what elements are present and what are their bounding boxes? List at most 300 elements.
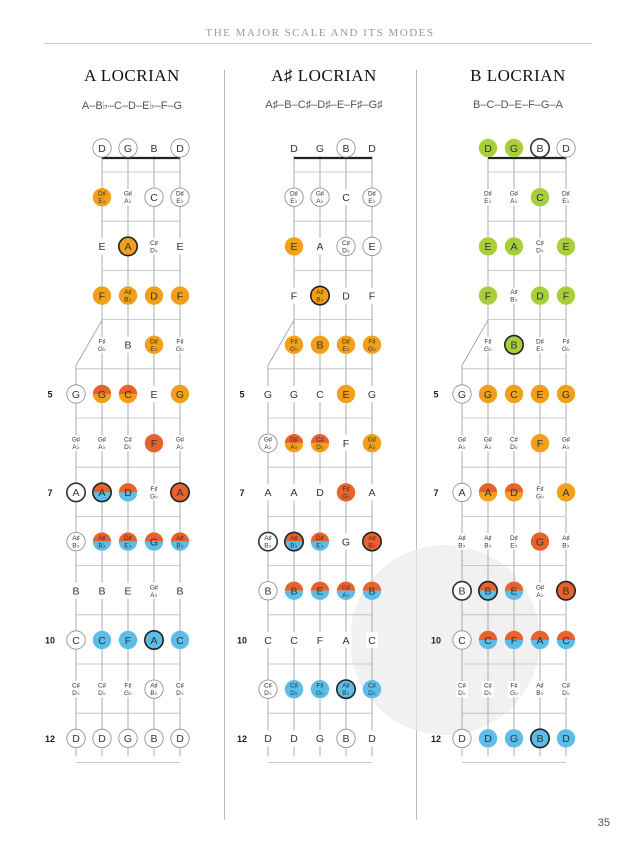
fret-number: 5 — [47, 389, 53, 400]
svg-text:A: A — [150, 634, 158, 647]
svg-text:C: C — [72, 634, 80, 647]
note-marker — [67, 729, 85, 747]
note-marker — [363, 680, 381, 698]
svg-text:D: D — [290, 733, 298, 746]
note-marker — [145, 680, 163, 698]
svg-text:E♭: E♭ — [368, 198, 376, 206]
svg-text:E: E — [484, 241, 492, 254]
note-marker — [288, 484, 300, 500]
svg-text:C: C — [368, 634, 376, 647]
svg-text:B: B — [510, 339, 518, 352]
svg-text:C♯: C♯ — [368, 682, 376, 690]
panel-scale-notes: A♯–B–C♯–D♯–E–F♯–G♯ — [265, 99, 383, 111]
svg-text:G: G — [71, 388, 81, 401]
svg-text:C: C — [510, 388, 518, 401]
svg-text:C♯: C♯ — [264, 682, 272, 690]
svg-text:C: C — [562, 634, 570, 647]
svg-text:E: E — [176, 241, 184, 254]
svg-text:D: D — [264, 733, 272, 746]
svg-text:F♯: F♯ — [150, 485, 158, 493]
svg-text:F: F — [510, 634, 518, 647]
svg-text:A♯: A♯ — [290, 535, 298, 543]
note-marker — [340, 288, 352, 304]
svg-text:F♯: F♯ — [536, 485, 544, 493]
note-marker — [560, 189, 572, 205]
svg-text:G♯: G♯ — [175, 436, 185, 444]
note-marker — [363, 237, 381, 255]
svg-text:A: A — [368, 487, 376, 500]
panel-b-locrian — [418, 0, 618, 853]
note-marker — [174, 681, 186, 697]
note-marker — [171, 729, 189, 747]
note-marker — [262, 484, 274, 500]
svg-text:A♭: A♭ — [290, 444, 298, 452]
svg-text:D♭: D♭ — [316, 444, 324, 452]
svg-text:E♭: E♭ — [342, 345, 350, 353]
note-marker — [259, 582, 277, 600]
svg-text:D♭: D♭ — [150, 247, 158, 255]
svg-text:D♯: D♯ — [124, 535, 132, 543]
svg-text:D: D — [342, 290, 350, 303]
svg-text:D♭: D♭ — [562, 690, 570, 698]
note-marker — [70, 681, 82, 697]
note-marker — [174, 238, 186, 254]
note-marker — [311, 336, 329, 354]
note-marker — [557, 237, 575, 255]
note-marker — [122, 583, 134, 599]
svg-text:G♭: G♭ — [315, 690, 325, 698]
svg-text:D: D — [484, 142, 492, 155]
svg-text:B: B — [264, 585, 272, 598]
note-marker — [122, 337, 134, 353]
svg-text:B: B — [150, 142, 158, 155]
svg-text:C: C — [124, 388, 132, 401]
note-marker — [119, 729, 137, 747]
note-marker — [93, 532, 111, 550]
svg-text:C: C — [316, 388, 324, 401]
note-marker — [314, 238, 326, 254]
note-marker — [93, 483, 111, 501]
note-marker — [145, 434, 163, 452]
svg-text:A♭: A♭ — [536, 591, 544, 599]
note-marker — [285, 582, 303, 600]
svg-text:G♯: G♯ — [123, 190, 133, 198]
svg-text:D♯: D♯ — [98, 190, 106, 198]
note-marker — [119, 532, 137, 550]
svg-text:A♯: A♯ — [176, 535, 184, 543]
note-marker — [70, 583, 82, 599]
svg-text:B: B — [536, 142, 544, 155]
svg-text:G♯: G♯ — [561, 436, 571, 444]
svg-text:F♯: F♯ — [316, 682, 324, 690]
svg-text:E: E — [290, 241, 298, 254]
svg-text:C♯: C♯ — [124, 436, 132, 444]
svg-text:C♯: C♯ — [458, 682, 466, 690]
note-marker — [285, 188, 303, 206]
note-marker — [363, 336, 381, 354]
svg-text:B♭: B♭ — [72, 542, 80, 550]
note-marker — [505, 336, 523, 354]
note-marker — [479, 237, 497, 255]
note-marker — [93, 286, 111, 304]
note-marker — [174, 583, 186, 599]
note-marker — [67, 532, 85, 550]
svg-text:F: F — [150, 438, 158, 450]
svg-text:G♭: G♭ — [149, 493, 159, 501]
fret-number: 12 — [236, 733, 248, 744]
svg-text:F: F — [536, 438, 544, 450]
svg-text:B♭: B♭ — [316, 296, 324, 304]
note-marker — [93, 188, 111, 206]
svg-text:G: G — [341, 536, 351, 549]
svg-text:G: G — [315, 142, 325, 155]
svg-text:A♯: A♯ — [150, 682, 158, 690]
svg-text:G♭: G♭ — [175, 345, 185, 353]
svg-text:B: B — [484, 585, 492, 598]
note-marker — [67, 631, 85, 649]
svg-text:A♭: A♭ — [368, 444, 376, 452]
svg-text:G: G — [509, 142, 519, 155]
note-marker — [479, 631, 497, 649]
note-marker — [314, 632, 326, 648]
note-marker — [340, 632, 352, 648]
svg-text:A: A — [316, 241, 324, 254]
note-marker — [531, 188, 549, 206]
note-marker — [96, 681, 108, 697]
note-marker — [456, 435, 468, 451]
svg-text:E: E — [510, 585, 518, 598]
svg-text:G: G — [535, 536, 545, 549]
svg-text:C: C — [342, 192, 350, 204]
note-marker — [145, 188, 163, 206]
svg-text:C♯: C♯ — [72, 682, 80, 690]
svg-text:A♯: A♯ — [98, 535, 106, 543]
svg-text:D: D — [98, 142, 106, 155]
svg-text:G♭: G♭ — [535, 493, 545, 501]
svg-text:C♯: C♯ — [510, 436, 518, 444]
note-marker — [363, 582, 381, 600]
svg-text:D: D — [562, 142, 570, 155]
svg-text:D: D — [98, 733, 106, 746]
svg-text:B♭: B♭ — [264, 542, 272, 550]
svg-text:B: B — [98, 585, 106, 598]
note-marker — [288, 730, 300, 746]
svg-text:C♯: C♯ — [290, 682, 298, 690]
svg-text:C: C — [536, 192, 544, 204]
note-marker — [557, 483, 575, 501]
svg-text:G♯: G♯ — [535, 584, 545, 592]
svg-text:F♯: F♯ — [368, 338, 376, 346]
svg-text:A♯: A♯ — [458, 535, 466, 543]
note-marker — [479, 139, 497, 157]
note-marker — [557, 729, 575, 747]
svg-text:C: C — [458, 634, 466, 647]
svg-text:D: D — [368, 142, 376, 155]
note-marker — [67, 483, 85, 501]
svg-text:G: G — [175, 388, 185, 401]
svg-text:E♭: E♭ — [290, 198, 298, 206]
svg-text:F♯: F♯ — [124, 682, 132, 690]
note-marker — [505, 631, 523, 649]
svg-text:G♭: G♭ — [483, 345, 493, 353]
note-marker — [479, 729, 497, 747]
fret-number: 7 — [239, 487, 245, 498]
note-marker — [557, 631, 575, 649]
svg-text:B♭: B♭ — [176, 542, 184, 550]
svg-text:F: F — [316, 634, 324, 647]
note-marker — [505, 582, 523, 600]
svg-text:C♯: C♯ — [176, 682, 184, 690]
svg-text:D: D — [290, 142, 298, 155]
svg-text:A: A — [264, 487, 272, 500]
svg-text:B: B — [316, 339, 324, 352]
note-marker — [174, 337, 186, 353]
note-marker — [122, 189, 134, 205]
svg-text:C♯: C♯ — [562, 682, 570, 690]
svg-text:D♯: D♯ — [368, 190, 376, 198]
note-marker — [148, 583, 160, 599]
note-marker — [366, 386, 378, 402]
note-marker — [288, 288, 300, 304]
note-marker — [145, 729, 163, 747]
note-marker — [145, 336, 163, 354]
svg-text:B♭: B♭ — [124, 296, 132, 304]
note-marker — [314, 386, 326, 402]
svg-text:D♯: D♯ — [484, 190, 492, 198]
svg-text:A♯: A♯ — [536, 682, 544, 690]
svg-text:A: A — [98, 487, 106, 500]
note-marker — [171, 532, 189, 550]
svg-text:A♯: A♯ — [316, 289, 324, 297]
svg-text:B: B — [342, 142, 350, 155]
svg-text:D♯: D♯ — [562, 190, 570, 198]
svg-text:A♭: A♭ — [342, 591, 350, 599]
svg-text:F♯: F♯ — [98, 338, 106, 346]
svg-text:B♭: B♭ — [98, 542, 106, 550]
note-marker — [531, 532, 549, 550]
note-marker — [119, 237, 137, 255]
note-marker — [285, 532, 303, 550]
svg-text:G: G — [289, 388, 299, 401]
svg-text:C♯: C♯ — [316, 436, 324, 444]
svg-text:A: A — [484, 487, 492, 500]
svg-text:G: G — [483, 388, 493, 401]
note-marker — [531, 434, 549, 452]
fret-number: 7 — [47, 487, 53, 498]
note-marker — [119, 385, 137, 403]
svg-text:F♯: F♯ — [484, 338, 492, 346]
note-marker — [285, 237, 303, 255]
note-marker — [119, 483, 137, 501]
svg-text:F: F — [290, 290, 298, 303]
note-marker — [505, 483, 523, 501]
svg-text:C♯: C♯ — [150, 239, 158, 247]
note-marker — [96, 238, 108, 254]
panel-title: B LOCRIAN — [470, 66, 566, 85]
svg-text:A: A — [176, 487, 184, 500]
note-marker — [122, 681, 134, 697]
panel-a-sharp-locrian — [224, 0, 424, 853]
svg-text:G♯: G♯ — [149, 584, 159, 592]
svg-text:B♭: B♭ — [484, 542, 492, 550]
note-marker — [119, 631, 137, 649]
note-marker — [557, 286, 575, 304]
svg-text:D♭: D♭ — [342, 247, 350, 255]
note-marker — [557, 139, 575, 157]
svg-text:G♯: G♯ — [289, 436, 299, 444]
note-marker — [311, 582, 329, 600]
svg-text:B: B — [124, 339, 132, 352]
fret-number: 10 — [236, 635, 248, 646]
svg-text:C: C — [176, 634, 184, 647]
note-marker — [531, 286, 549, 304]
note-marker — [453, 729, 471, 747]
note-marker — [262, 632, 274, 648]
fret-number: 5 — [433, 389, 439, 400]
svg-text:B♭: B♭ — [536, 690, 544, 698]
svg-text:E♭: E♭ — [536, 345, 544, 353]
svg-text:E♭: E♭ — [150, 345, 158, 353]
svg-text:B: B — [290, 585, 298, 598]
svg-text:D: D — [510, 487, 518, 500]
svg-text:G♭: G♭ — [341, 493, 351, 501]
fret-number: 5 — [239, 389, 245, 400]
note-marker — [148, 484, 160, 500]
svg-text:E: E — [316, 585, 324, 598]
svg-text:G♯: G♯ — [341, 584, 351, 592]
svg-text:G♭: G♭ — [561, 345, 571, 353]
note-marker — [311, 286, 329, 304]
svg-text:C: C — [484, 634, 492, 647]
svg-text:F♯: F♯ — [342, 485, 350, 493]
svg-text:A♯: A♯ — [72, 535, 80, 543]
svg-text:C: C — [264, 634, 272, 647]
svg-text:A: A — [510, 241, 518, 254]
svg-text:F: F — [98, 290, 106, 303]
note-marker — [119, 139, 137, 157]
note-marker — [314, 140, 326, 156]
svg-text:E: E — [368, 241, 376, 254]
note-marker — [560, 435, 572, 451]
svg-text:B: B — [368, 585, 376, 598]
svg-text:D♭: D♭ — [176, 690, 184, 698]
note-marker — [148, 238, 160, 254]
svg-text:G♭: G♭ — [367, 345, 377, 353]
svg-text:B♭: B♭ — [458, 542, 466, 550]
note-marker — [285, 336, 303, 354]
note-marker — [534, 484, 546, 500]
note-marker — [288, 632, 300, 648]
note-marker — [366, 730, 378, 746]
svg-text:E♭: E♭ — [484, 198, 492, 206]
note-marker — [171, 385, 189, 403]
note-marker — [340, 534, 352, 550]
svg-text:D: D — [536, 290, 544, 303]
note-marker — [453, 385, 471, 403]
note-marker — [96, 583, 108, 599]
note-marker — [456, 681, 468, 697]
note-marker — [560, 534, 572, 550]
note-marker — [534, 583, 546, 599]
svg-text:D: D — [484, 733, 492, 746]
fret-number: 10 — [430, 635, 442, 646]
note-marker — [534, 681, 546, 697]
svg-text:D: D — [562, 733, 570, 746]
svg-text:D: D — [150, 290, 158, 303]
note-marker — [285, 434, 303, 452]
svg-text:A♭: A♭ — [264, 444, 272, 452]
note-marker — [337, 729, 355, 747]
svg-text:E♭: E♭ — [98, 198, 106, 206]
svg-text:B♭: B♭ — [562, 542, 570, 550]
svg-text:A: A — [458, 487, 466, 500]
svg-text:C♯: C♯ — [536, 239, 544, 247]
svg-text:G♯: G♯ — [315, 190, 325, 198]
svg-text:F: F — [562, 290, 570, 303]
svg-text:B: B — [72, 585, 80, 598]
note-marker — [557, 582, 575, 600]
svg-text:G♯: G♯ — [71, 436, 81, 444]
note-marker — [262, 730, 274, 746]
note-marker — [171, 286, 189, 304]
svg-text:B♭: B♭ — [290, 542, 298, 550]
svg-text:F: F — [368, 290, 376, 303]
note-marker — [174, 435, 186, 451]
note-marker — [148, 386, 160, 402]
svg-text:D♯: D♯ — [150, 338, 158, 346]
svg-text:B: B — [536, 733, 544, 746]
svg-text:E: E — [150, 388, 158, 401]
note-marker — [259, 532, 277, 550]
svg-text:C♯: C♯ — [342, 239, 350, 247]
svg-text:G: G — [263, 388, 273, 401]
svg-text:F♯: F♯ — [290, 338, 298, 346]
svg-text:G♭: G♭ — [289, 345, 299, 353]
svg-text:A♭: A♭ — [510, 198, 518, 206]
note-marker — [479, 286, 497, 304]
svg-text:D♯: D♯ — [342, 338, 350, 346]
svg-text:A♯: A♯ — [368, 535, 376, 543]
svg-text:B: B — [458, 585, 466, 598]
note-marker — [171, 631, 189, 649]
note-marker — [314, 484, 326, 500]
svg-text:F♯: F♯ — [176, 338, 184, 346]
note-marker — [337, 582, 355, 600]
note-marker — [96, 337, 108, 353]
svg-text:F♯: F♯ — [510, 682, 518, 690]
note-marker — [259, 680, 277, 698]
note-marker — [148, 140, 160, 156]
svg-text:A♭: A♭ — [316, 198, 324, 206]
svg-text:A♭: A♭ — [150, 591, 158, 599]
svg-text:A♭: A♭ — [124, 198, 132, 206]
svg-text:A♭: A♭ — [562, 444, 570, 452]
panel-a-locrian — [32, 0, 232, 853]
note-marker — [119, 286, 137, 304]
svg-text:F: F — [484, 290, 492, 303]
svg-text:F: F — [176, 290, 184, 303]
svg-text:B♭: B♭ — [510, 296, 518, 304]
note-marker — [340, 189, 352, 205]
page-number: 35 — [597, 817, 610, 829]
svg-text:B: B — [342, 733, 350, 746]
note-marker — [70, 435, 82, 451]
note-marker — [479, 582, 497, 600]
note-marker — [171, 188, 189, 206]
note-marker — [366, 484, 378, 500]
svg-text:D♭: D♭ — [72, 690, 80, 698]
note-marker — [259, 434, 277, 452]
